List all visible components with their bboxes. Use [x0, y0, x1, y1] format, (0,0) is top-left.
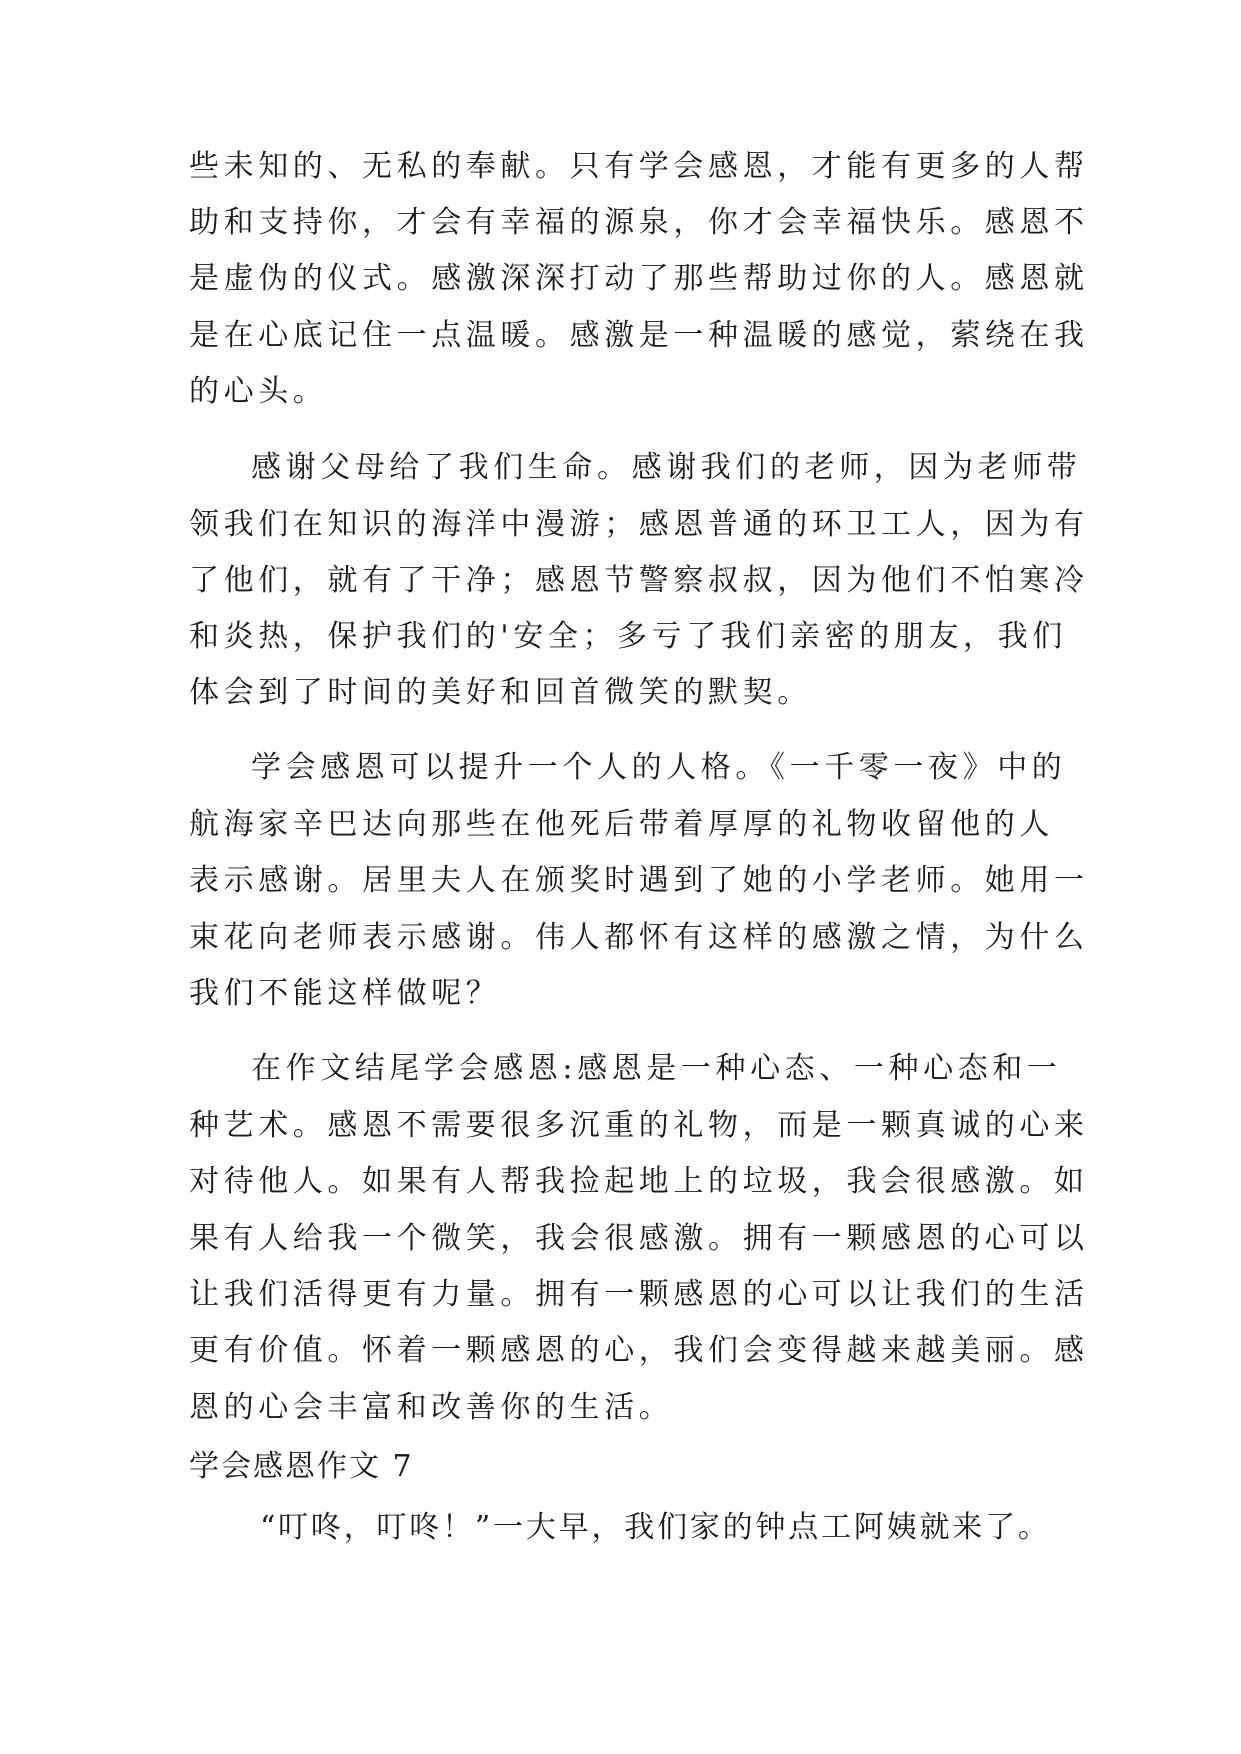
paragraph-3-line-3: 表示感谢。居里夫人在颁奖时遇到了她的小学老师。她用一: [189, 863, 1089, 898]
paragraph-4-line-3: 对待他人。如果有人帮我捡起地上的垃圾，我会很感激。如: [189, 1164, 1089, 1199]
paragraph-1-line-1: 些未知的、无私的奉献。只有学会感恩，才能有更多的人帮: [189, 149, 1089, 184]
paragraph-3-line-5: 我们不能这样做呢？: [189, 976, 501, 1011]
paragraph-4-line-6: 更有价值。怀着一颗感恩的心，我们会变得越来越美丽。感: [189, 1333, 1089, 1368]
paragraph-1-line-5: 的心头。: [189, 374, 328, 409]
section-heading: 学会感恩作文 7: [189, 1449, 414, 1484]
paragraph-2-line-5: 体会到了时间的美好和回首微笑的默契。: [189, 675, 812, 710]
paragraph-4-line-2: 种艺术。感恩不需要很多沉重的礼物，而是一颗真诚的心来: [189, 1108, 1089, 1143]
paragraph-1-line-2: 助和支持你，才会有幸福的源泉，你才会幸福快乐。感恩不: [189, 205, 1089, 240]
paragraph-2-line-1: 感谢父母给了我们生命。感谢我们的老师，因为老师带: [251, 450, 1082, 485]
paragraph-3-line-4: 束花向老师表示感谢。伟人都怀有这样的感激之情，为什么: [189, 920, 1089, 955]
essay-opening-line: “叮咚，叮咚！”一大早，我们家的钟点工阿姨就来了。: [260, 1510, 1051, 1545]
paragraph-3-line-1: 学会感恩可以提升一个人的人格。《一千零一夜》中的: [251, 750, 1067, 785]
paragraph-4-line-4: 果有人给我一个微笑，我会很感激。拥有一颗感恩的心可以: [189, 1221, 1089, 1256]
paragraph-3-line-2: 航海家辛巴达向那些在他死后带着厚厚的礼物收留他的人: [189, 807, 1054, 842]
paragraph-2-line-2: 领我们在知识的海洋中漫游；感恩普通的环卫工人，因为有: [189, 507, 1089, 542]
paragraph-4-line-1: 在作文结尾学会感恩:感恩是一种心态、一种心态和一: [251, 1051, 1062, 1086]
paragraph-4-line-7: 恩的心会丰富和改善你的生活。: [189, 1390, 674, 1425]
paragraph-1-line-3: 是虚伪的仪式。感激深深打动了那些帮助过你的人。感恩就: [189, 261, 1089, 296]
paragraph-2-line-3: 了他们，就有了干净；感恩节警察叔叔，因为他们不怕寒冷: [189, 563, 1089, 598]
paragraph-2-line-4: 和炎热，保护我们的'安全；多亏了我们亲密的朋友，我们: [189, 619, 1067, 654]
paragraph-4-line-5: 让我们活得更有力量。拥有一颗感恩的心可以让我们的生活: [189, 1277, 1089, 1312]
paragraph-1-line-4: 是在心底记住一点温暖。感激是一种温暖的感觉，萦绕在我: [189, 318, 1089, 353]
